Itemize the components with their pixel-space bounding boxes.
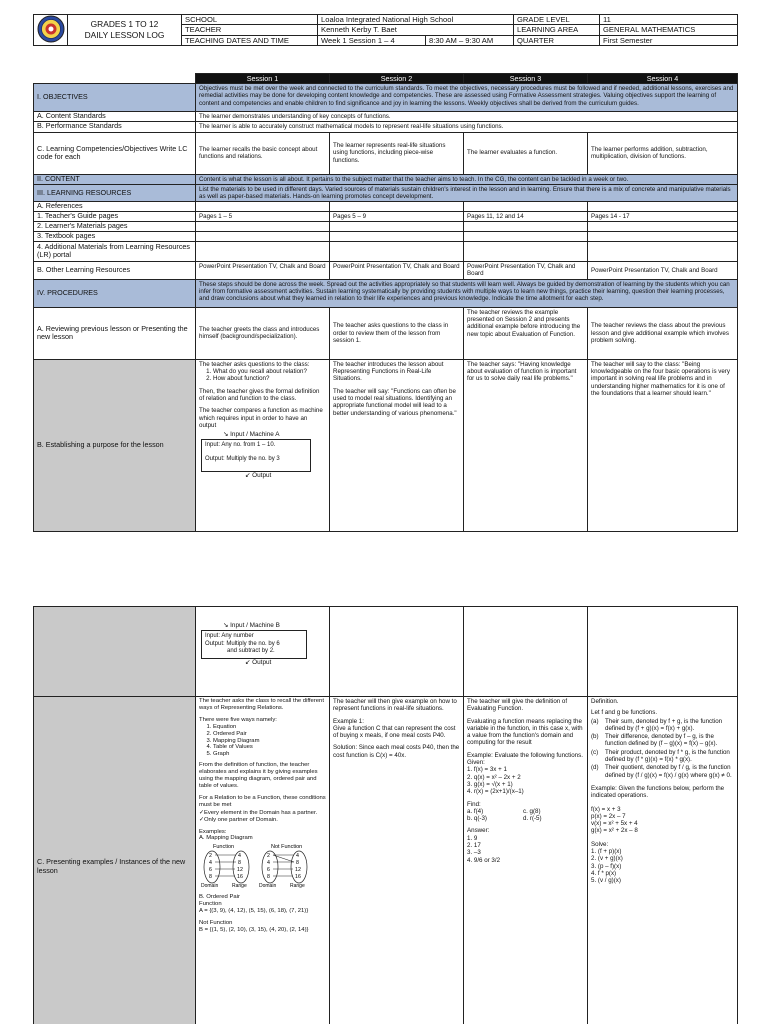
given-3: 3. g(x) = √(x + 1) [467, 780, 513, 788]
competencies-label: C. Learning Competencies/Objectives Write LC code for each [34, 132, 196, 174]
find-c: c. g(8) [523, 807, 541, 815]
cont-label-cell [34, 607, 196, 697]
map1-right-3: 12 [237, 867, 243, 874]
solve-5: 5. (v / g)(x) [591, 877, 621, 885]
map1-range-label: Range [232, 883, 247, 890]
find-a: a. f(4) [467, 807, 484, 815]
competency-s2: The learner represents real-life situations using functions, including piece-wise functions. [330, 132, 464, 174]
lesson-log-table-cont [33, 606, 738, 1024]
ordered-pair-notfunction-set: B = {(1, 5), (2, 10), (3, 15), (4, 20), (2, 14)} [199, 926, 309, 933]
ordered-pair-label: B. Ordered Pair [199, 894, 240, 901]
presenting-s2-p1: The teacher will then give example on how to represent functions in real-life situations. [333, 698, 457, 713]
solve-4: 4. f * p(x) [591, 869, 617, 877]
map2-arrow [273, 855, 294, 862]
given-2: 2. q(x) = x² – 2x + 2 [467, 773, 521, 781]
references-s4 [588, 202, 738, 212]
purpose-s4: The teacher will say to the class: "Being knowledgeable on the four basic operations is very important in solving real life problems and in understanding higher mathematics for it is one of the foundations that a learner should learn." [588, 359, 738, 531]
map2-range-label: Range [290, 883, 305, 890]
presenting-s3 [464, 697, 588, 1024]
presenting-s1-p4: For a Relation to be a Function, these conditions must be met [199, 794, 326, 808]
presenting-s2 [330, 697, 464, 1024]
answer-3: 3. –3 [467, 849, 481, 857]
operation-c: (c) Their product, denoted by f * g, is the function defined by (f * g)(x) = f(x) * g(x). [591, 748, 730, 764]
check-icon: ✓ [199, 809, 204, 816]
condition-1: ✓Every element in the Domain has a partner. [199, 809, 318, 816]
grade-value: 11 [600, 15, 738, 25]
title-line2: DAILY LESSON LOG [84, 30, 165, 40]
purpose-s2-p2: The teacher will say: "Functions can often be used to model real situations. Identifying an appropriate functional model will lead to a better understanding of various phenomena." [333, 387, 457, 417]
textbook-label: 3. Textbook pages [34, 231, 196, 241]
dates-value: Week 1 Session 1 – 4 [318, 35, 426, 45]
find-row-2 [467, 815, 584, 822]
objectives-label: I. OBJECTIVES [34, 84, 196, 112]
lr-s1 [196, 241, 330, 261]
domain-oval-1 [204, 851, 220, 883]
presenting-s4-let: Let f and g be functions. [591, 709, 658, 717]
presenting-s1-p3: From the definition of function, the teacher elaborates and explains it by giving examples using the mapping diagram, ordered pair and table of values. [199, 762, 318, 789]
solve-3: 3. (p – f)(x) [591, 862, 622, 870]
lr-s4 [588, 241, 738, 261]
references-label: A. References [34, 202, 196, 212]
presenting-s4-example: Example: Given the functions below, perform the indicated operations. [591, 784, 725, 800]
time-value: 8:30 AM – 9:30 AM [426, 35, 514, 45]
answer-1: 1. 9 [467, 834, 478, 842]
way-3: 3. Mapping Diagram [213, 738, 326, 745]
learners-materials-label: 2. Learner's Materials pages [34, 222, 196, 232]
objectives-text: Objectives must be met over the week and connected to the curriculum standards. To meet the objectives, necessary procedures must be followed and if needed, additional lessons, exercises and remedial activities may be done for developing content knowledge and competencies. These are assessed using Formative Assessment strategies. Valuing objectives support the learning of content and competencies and enable children to find significance and joy in learning the lessons. Weekly objectives shall be derived from the curriculum guides. [196, 84, 738, 112]
operation-b: (b) Their difference, denoted by f – g, is the function defined by (f – g)(x) = f(x) – g(x). [591, 733, 718, 748]
cont-s2 [330, 607, 464, 697]
quarter-label: QUARTER [514, 35, 600, 45]
answer-2: 2. 17 [467, 842, 481, 850]
map2-right-3: 12 [295, 867, 301, 874]
school-value: Loaloa Integrated National High School [318, 15, 514, 25]
corner-cell [34, 74, 196, 84]
solve-2: 2. (v + g)(x) [591, 855, 623, 863]
mapping-diagram-label: A. Mapping Diagram [199, 835, 253, 842]
answer-4: 4. 9/6 or 3/2 [467, 856, 501, 864]
quarter-value: First Semester [600, 35, 738, 45]
operation-d: (d) Their quotient, denoted by f / g, is the function defined by (f / g)(x) = f(x) / g(x) where g(x) ≠ 0. [591, 764, 732, 779]
deped-seal [34, 15, 68, 46]
area-value: GENERAL MATHEMATICS [600, 25, 738, 35]
content-standards-label: A. Content Standards [34, 112, 196, 122]
purpose-label: B. Establishing a purpose for the lesson [34, 359, 196, 531]
references-s3 [464, 202, 588, 212]
machine-b-line1: Input: Any number [205, 633, 254, 639]
machine-a-box [201, 439, 311, 472]
presenting-s3-p2: Evaluating a function means replacing the variable in the function, in this case x, with a value from the function's domain and computing for the result [467, 717, 583, 747]
check-icon: ✓ [199, 816, 204, 823]
machine-a-input: ↘ Input / Machine A [223, 431, 280, 439]
session-4-header: Session 4 [588, 74, 738, 84]
tb-s3 [464, 231, 588, 241]
lr-s2 [330, 241, 464, 261]
presenting-s2-example: Example 1: [333, 717, 364, 725]
machine-a-output: ↙ Output [245, 472, 272, 480]
lm-s4 [588, 222, 738, 232]
other-s1: PowerPoint Presentation TV, Chalk and Board [196, 261, 330, 279]
presenting-s2-p2: Give a function C that can represent the cost of buying x meals, if one meal costs P40. [333, 724, 456, 740]
way-4: 4. Table of Values [213, 744, 326, 751]
tg-s2: Pages 5 – 9 [330, 212, 464, 222]
content-standards-text: The learner demonstrates understanding of key concepts of functions. [196, 112, 738, 122]
way-5: 5. Graph [213, 751, 326, 758]
presenting-s1 [196, 697, 330, 1024]
competency-s1: The learner recalls the basic concept about functions and relations. [196, 132, 330, 174]
other-resources-label: B. Other Learning Resources [34, 261, 196, 279]
solve-1: 1. (f + p)(x) [591, 848, 622, 856]
lm-s1 [196, 222, 330, 232]
references-s1 [196, 202, 330, 212]
map1-left-1: 2 [209, 853, 212, 860]
presenting-s3-p1: The teacher will give the definition of Evaluating Function. [467, 698, 568, 713]
map1-left-4: 8 [209, 874, 212, 881]
reviewing-label: A. Reviewing previous lesson or Presenting the new lesson [34, 307, 196, 359]
procedures-text: These steps should be done across the week. Spread out the activities appropriately so that students will learn well. Always be guided by demonstration of learning by the students which you can infer from formative assessment activities. Sustain learning systematically by providing students with multiple ways to learn new things, practice their learning, question their learning processes, and draw conclusions about what they learned in relation to their life experiences and previous knowledge. Indicate the time allotment for each step. [196, 279, 738, 307]
presenting-label: C. Presenting examples / Instances of the new lesson [34, 697, 196, 1024]
tb-s4 [588, 231, 738, 241]
learning-resources-label: III. LEARNING RESOURCES [34, 184, 196, 202]
solve-label: Solve: [591, 840, 609, 848]
presenting-s1-p1: The teacher asks the class to recall the different ways of Representing Relations. [199, 698, 324, 711]
grade-label: GRADE LEVEL [514, 15, 600, 25]
session-3-header: Session 3 [464, 74, 588, 84]
fn-3: v(x) = x² + 5x + 4 [591, 820, 638, 828]
purpose-s1-questions [199, 368, 326, 383]
purpose-s2-p1: The teacher introduces the lesson about Representing Functions in Real-Life Situations. [333, 360, 444, 383]
presenting-s4-def: Definition. [591, 698, 619, 705]
find-label: Find: [467, 800, 481, 808]
teacher-value: Kenneth Kerby T. Baet [318, 25, 514, 35]
machine-b-line3: and subtract by 2. [227, 648, 275, 654]
performance-standards-text: The learner is able to accurately construct mathematical models to represent real-life situations using functions. [196, 122, 738, 132]
condition-2: ✓Only one partner of Domain. [199, 816, 278, 823]
map2-domain-label: Domain [259, 883, 277, 890]
reviewing-s4: The teacher reviews the class about the previous lesson and give additional example which involves problem solving. [588, 307, 738, 359]
mapping-diagrams [199, 843, 325, 889]
performance-standards-label: B. Performance Standards [34, 122, 196, 132]
map2-left-4: 8 [267, 874, 270, 881]
given-1: 1. f(x) = 3x + 1 [467, 766, 507, 774]
ordered-pair-function-label: Function [199, 901, 222, 908]
map-notfunction-title: Not Function [271, 844, 303, 851]
school-label: SCHOOL [182, 15, 318, 25]
purpose-s1-q1: 1. What do you recall about relation? [213, 368, 326, 375]
examples-label: Examples: [199, 828, 227, 835]
session-2-header: Session 2 [330, 74, 464, 84]
ordered-pair-function-set: A = {(3, 9), (4, 12), (5, 15), (6, 18), (7, 21)} [199, 908, 309, 915]
map1-right-2: 8 [238, 860, 241, 867]
machine-a-line1: Input: Any no. from 1 – 10. [205, 442, 276, 449]
given-4: 4. r(x) = (2x+1)/(x–1) [467, 788, 524, 796]
tg-s4: Pages 14 - 17 [588, 212, 738, 222]
find-b: b. q(-3) [467, 815, 487, 823]
way-2: 2. Ordered Pair [213, 731, 326, 738]
cont-s4 [588, 607, 738, 697]
map2-left-1: 2 [267, 853, 270, 860]
map2-right-2: 8 [296, 860, 299, 867]
presenting-s4 [588, 697, 738, 1024]
other-s3: PowerPoint Presentation TV, Chalk and Board [464, 261, 588, 279]
tg-s1: Pages 1 – 5 [196, 212, 330, 222]
way-1: 1. Equation [213, 724, 326, 731]
map2-left-2: 4 [267, 860, 270, 867]
purpose-s2 [330, 359, 464, 531]
tg-s3: Pages 11, 12 and 14 [464, 212, 588, 222]
competency-s4: The learner performs addition, subtraction, multiplication, division of functions. [588, 132, 738, 174]
procedures-label: IV. PROCEDURES [34, 279, 196, 307]
map1-right-1: 4 [238, 853, 241, 860]
other-s4: PowerPoint Presentation TV, Chalk and Board [588, 261, 738, 279]
title-line1: GRADES 1 TO 12 [90, 19, 159, 29]
map1-left-2: 4 [209, 860, 212, 867]
map1-left-3: 6 [209, 867, 212, 874]
ordered-pair-notfunction-label: Not Function [199, 920, 233, 927]
lm-s2 [330, 222, 464, 232]
teacher-label: TEACHER [182, 25, 318, 35]
map1-right-4: 16 [237, 874, 243, 881]
presenting-s3-p3: Example: Evaluate the following functions. [467, 751, 583, 759]
presenting-s1-p2: There were five ways namely: [199, 716, 277, 723]
lm-s3 [464, 222, 588, 232]
purpose-s1 [196, 359, 330, 531]
machine-b-input: ↘ Input / Machine B [223, 622, 280, 629]
lr-portal-label: 4. Additional Materials from Learning Resources (LR) portal [34, 241, 196, 261]
reviewing-s1: The teacher greets the class and introduces himself (background/specialization). [196, 307, 330, 359]
given-label: Given: [467, 759, 485, 767]
competency-s3: The learner evaluates a function. [464, 132, 588, 174]
find-row-1 [467, 808, 584, 815]
machine-b-box [201, 630, 307, 659]
deped-seal-icon [37, 15, 65, 43]
map2-right-4: 16 [295, 874, 301, 881]
operation-a: (a) Their sum, denoted by f + g, is the function defined by (f + g)(x) = f(x) + g(x). [591, 717, 723, 732]
presenting-s2-solution: Solution: Since each meal costs P40, then the cost function is C(x) = 40x. [333, 744, 460, 759]
map2-left-3: 6 [267, 867, 270, 874]
representation-list [199, 724, 326, 759]
purpose-s1-p3: The teacher compares a function as machine which requires input in order to have an output [199, 407, 323, 429]
references-s2 [330, 202, 464, 212]
fn-1: f(x) = x + 3 [591, 805, 621, 813]
other-s2: PowerPoint Presentation TV, Chalk and Board [330, 261, 464, 279]
tb-s1 [196, 231, 330, 241]
machine-b-line2: Output: Multiply the no. by 6 [205, 640, 280, 647]
machine-a-line2: Output: Multiply the no. by 3 [205, 455, 280, 462]
area-label: LEARNING AREA [514, 25, 600, 35]
purpose-s1-q2: 2. How about function? [213, 375, 326, 382]
reviewing-s3: The teacher reviews the example presented on Session 2 and presents additional example before introducing the new topic about Evaluation of Function. [464, 307, 588, 359]
purpose-s3: The teacher says: "Having knowledge about evaluation of function is important for us to solve daily real life problems." [464, 359, 588, 531]
fn-4: g(x) = x² + 2x – 8 [591, 827, 638, 835]
answer-label: Answer: [467, 827, 490, 835]
dll-title [68, 15, 182, 46]
purpose-s1-intro: The teacher asks questions to the class: [199, 360, 310, 368]
map2-right-1: 4 [296, 853, 299, 860]
machine-b-output: ↙ Output [245, 658, 272, 666]
fn-2: p(x) = 2x – 7 [591, 812, 626, 820]
header-table [33, 14, 738, 46]
dates-label: TEACHING DATES AND TIME [182, 35, 318, 45]
content-text: Content is what the lesson is all about. It pertains to the subject matter that the teacher aims to teach. In the CG, the content can be tackled in a week or two. [196, 174, 738, 184]
lesson-log-table [33, 73, 738, 532]
map-function-title: Function [213, 844, 235, 851]
content-label: II. CONTENT [34, 174, 196, 184]
lr-s3 [464, 241, 588, 261]
map1-domain-label: Domain [201, 883, 219, 890]
reviewing-s2: The teacher asks questions to the class in order to review them of the lesson from session 1. [330, 307, 464, 359]
learning-resources-text: List the materials to be used in different days. Varied sources of materials sustain children's interest in the lesson and in learning. Ensure that there is a mix of concrete and manipulative materials as well as paper-based materials. Hands-on learning promotes concept development. [196, 184, 738, 202]
cont-s3 [464, 607, 588, 697]
teachers-guide-label: 1. Teacher's Guide pages [34, 212, 196, 222]
find-d: d. r(-5) [523, 815, 542, 823]
tb-s2 [330, 231, 464, 241]
session-1-header: Session 1 [196, 74, 330, 84]
purpose-s1-p2: Then, the teacher gives the formal definition of relation and function to the class. [199, 387, 320, 402]
machine-b-cell [196, 607, 330, 697]
